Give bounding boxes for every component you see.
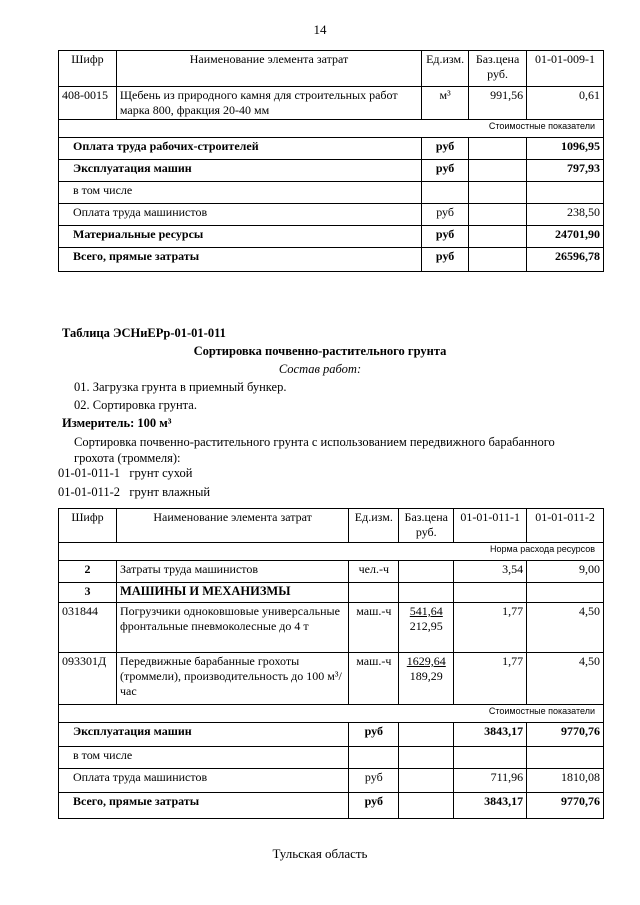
row-unit: чел.-ч [349,561,399,583]
summary-label: Оплата труда машинистов [59,204,422,226]
variant-code: 01-01-011-1 [58,466,121,480]
row-name: Затраты труда машинистов [116,561,348,583]
header-price: Баз.цена руб. [469,51,527,87]
header-col-2: 01-01-011-2 [527,509,604,543]
header-name: Наименование элемента затрат [116,51,421,87]
summary-unit: руб [422,138,469,160]
summary-label: Эксплуатация машин [59,160,422,182]
variant-code: 01-01-011-2 [58,485,121,499]
section-note: Стоимостные показатели [59,120,604,138]
row-code: 093301Д [59,653,117,705]
summary-label: Эксплуатация машин [59,723,349,747]
summary-value-2: 1810,08 [527,769,604,793]
section-description: Сортировка почвенно-растительного грунта с использованием передвижного барабанного грохота (троммеля): [74,435,555,465]
measure-unit: Измеритель: 100 м³ [62,416,172,430]
table-row [59,653,604,705]
summary-unit: руб [422,160,469,182]
summary-unit: руб [349,723,399,747]
price-top: 1629,64 [406,654,446,668]
row-value-1: 3,54 [454,561,527,583]
row-unit: маш.-ч [349,653,399,705]
group-code: 3 [59,583,117,603]
summary-label: Материальные ресурсы [59,226,422,248]
page-number: 14 [313,22,327,37]
header-col-1: 01-01-009-1 [527,51,604,87]
summary-unit: руб [422,248,469,272]
summary-value-1: 3843,17 [454,793,527,819]
summary-value-1: 711,96 [454,769,527,793]
variant-item [58,466,193,481]
header-unit: Ед.изм. [349,509,399,543]
table-header-row [59,509,604,543]
table-row [59,87,604,120]
price-top: 541,64 [409,604,443,618]
row-unit: м³ [422,87,469,120]
summary-unit: руб [422,204,469,226]
summary-value-2: 9770,76 [527,723,604,747]
row-value: 0,61 [527,87,604,120]
summary-value: 797,93 [527,160,604,182]
summary-unit: руб [349,769,399,793]
row-price: 991,56 [469,87,527,120]
summary-value-1: 3843,17 [454,723,527,747]
table-header-row [59,51,604,87]
section-note: Стоимостные показатели [59,705,604,723]
summary-value: 1096,95 [527,138,604,160]
row-name: Погрузчики одноковшовые универсальные фронтальные пневмоколесные до 4 т [116,603,348,653]
row-value-1: 1,77 [454,653,527,705]
summary-label: Всего, прямые затраты [59,248,422,272]
summary-value: 238,50 [527,204,604,226]
price-bottom: 212,95 [409,619,443,633]
row-value-2: 4,50 [527,603,604,653]
row-code: 2 [59,561,117,583]
summary-label: Оплата труда машинистов [59,769,349,793]
row-value-2: 9,00 [527,561,604,583]
row-name: Щебень из природного камня для строительных работ марка 800, фракция 20-40 мм [116,87,421,120]
header-name: Наименование элемента затрат [116,509,348,543]
price-bottom: 189,29 [409,669,443,683]
variant-label: грунт сухой [129,466,193,480]
norm-note: Норма расхода ресурсов [59,543,604,561]
row-code: 031844 [59,603,117,653]
header-code: Шифр [59,51,117,87]
summary-label: Всего, прямые затраты [59,793,349,819]
table-title: Таблица ЭСНиЕРр-01-01-011 [62,326,226,340]
resource-table-1 [58,50,604,272]
summary-label: Оплата труда рабочих-строителей [59,138,422,160]
summary-unit: руб [422,226,469,248]
row-unit: маш.-ч [349,603,399,653]
resource-table-2 [58,508,604,819]
table-row [59,603,604,653]
table-row [59,561,604,583]
row-name: Передвижные барабанные грохоты (троммели), производительность до 100 м³/час [116,653,348,705]
summary-unit: руб [349,793,399,819]
summary-value-2: 9770,76 [527,793,604,819]
header-unit: Ед.изм. [422,51,469,87]
summary-value: 24701,90 [527,226,604,248]
row-value-1: 1,77 [454,603,527,653]
work-item: 02. Сортировка грунта. [74,398,197,412]
variant-item [58,485,210,500]
work-item: 01. Загрузка грунта в приемный бункер. [74,380,287,394]
row-code: 408-0015 [59,87,117,120]
row-value-2: 4,50 [527,653,604,705]
group-title: МАШИНЫ И МЕХАНИЗМЫ [116,583,348,603]
summary-label: в том числе [59,747,349,769]
summary-label: в том числе [59,182,422,204]
page-footer: Тульская область [272,846,368,861]
header-price: Баз.цена руб. [399,509,454,543]
summary-value: 26596,78 [527,248,604,272]
variant-label: грунт влажный [129,485,211,499]
table-subtitle: Сортировка почвенно-растительного грунта [193,344,447,358]
work-composition-title: Состав работ: [278,362,362,376]
header-col-1: 01-01-011-1 [454,509,527,543]
header-code: Шифр [59,509,117,543]
